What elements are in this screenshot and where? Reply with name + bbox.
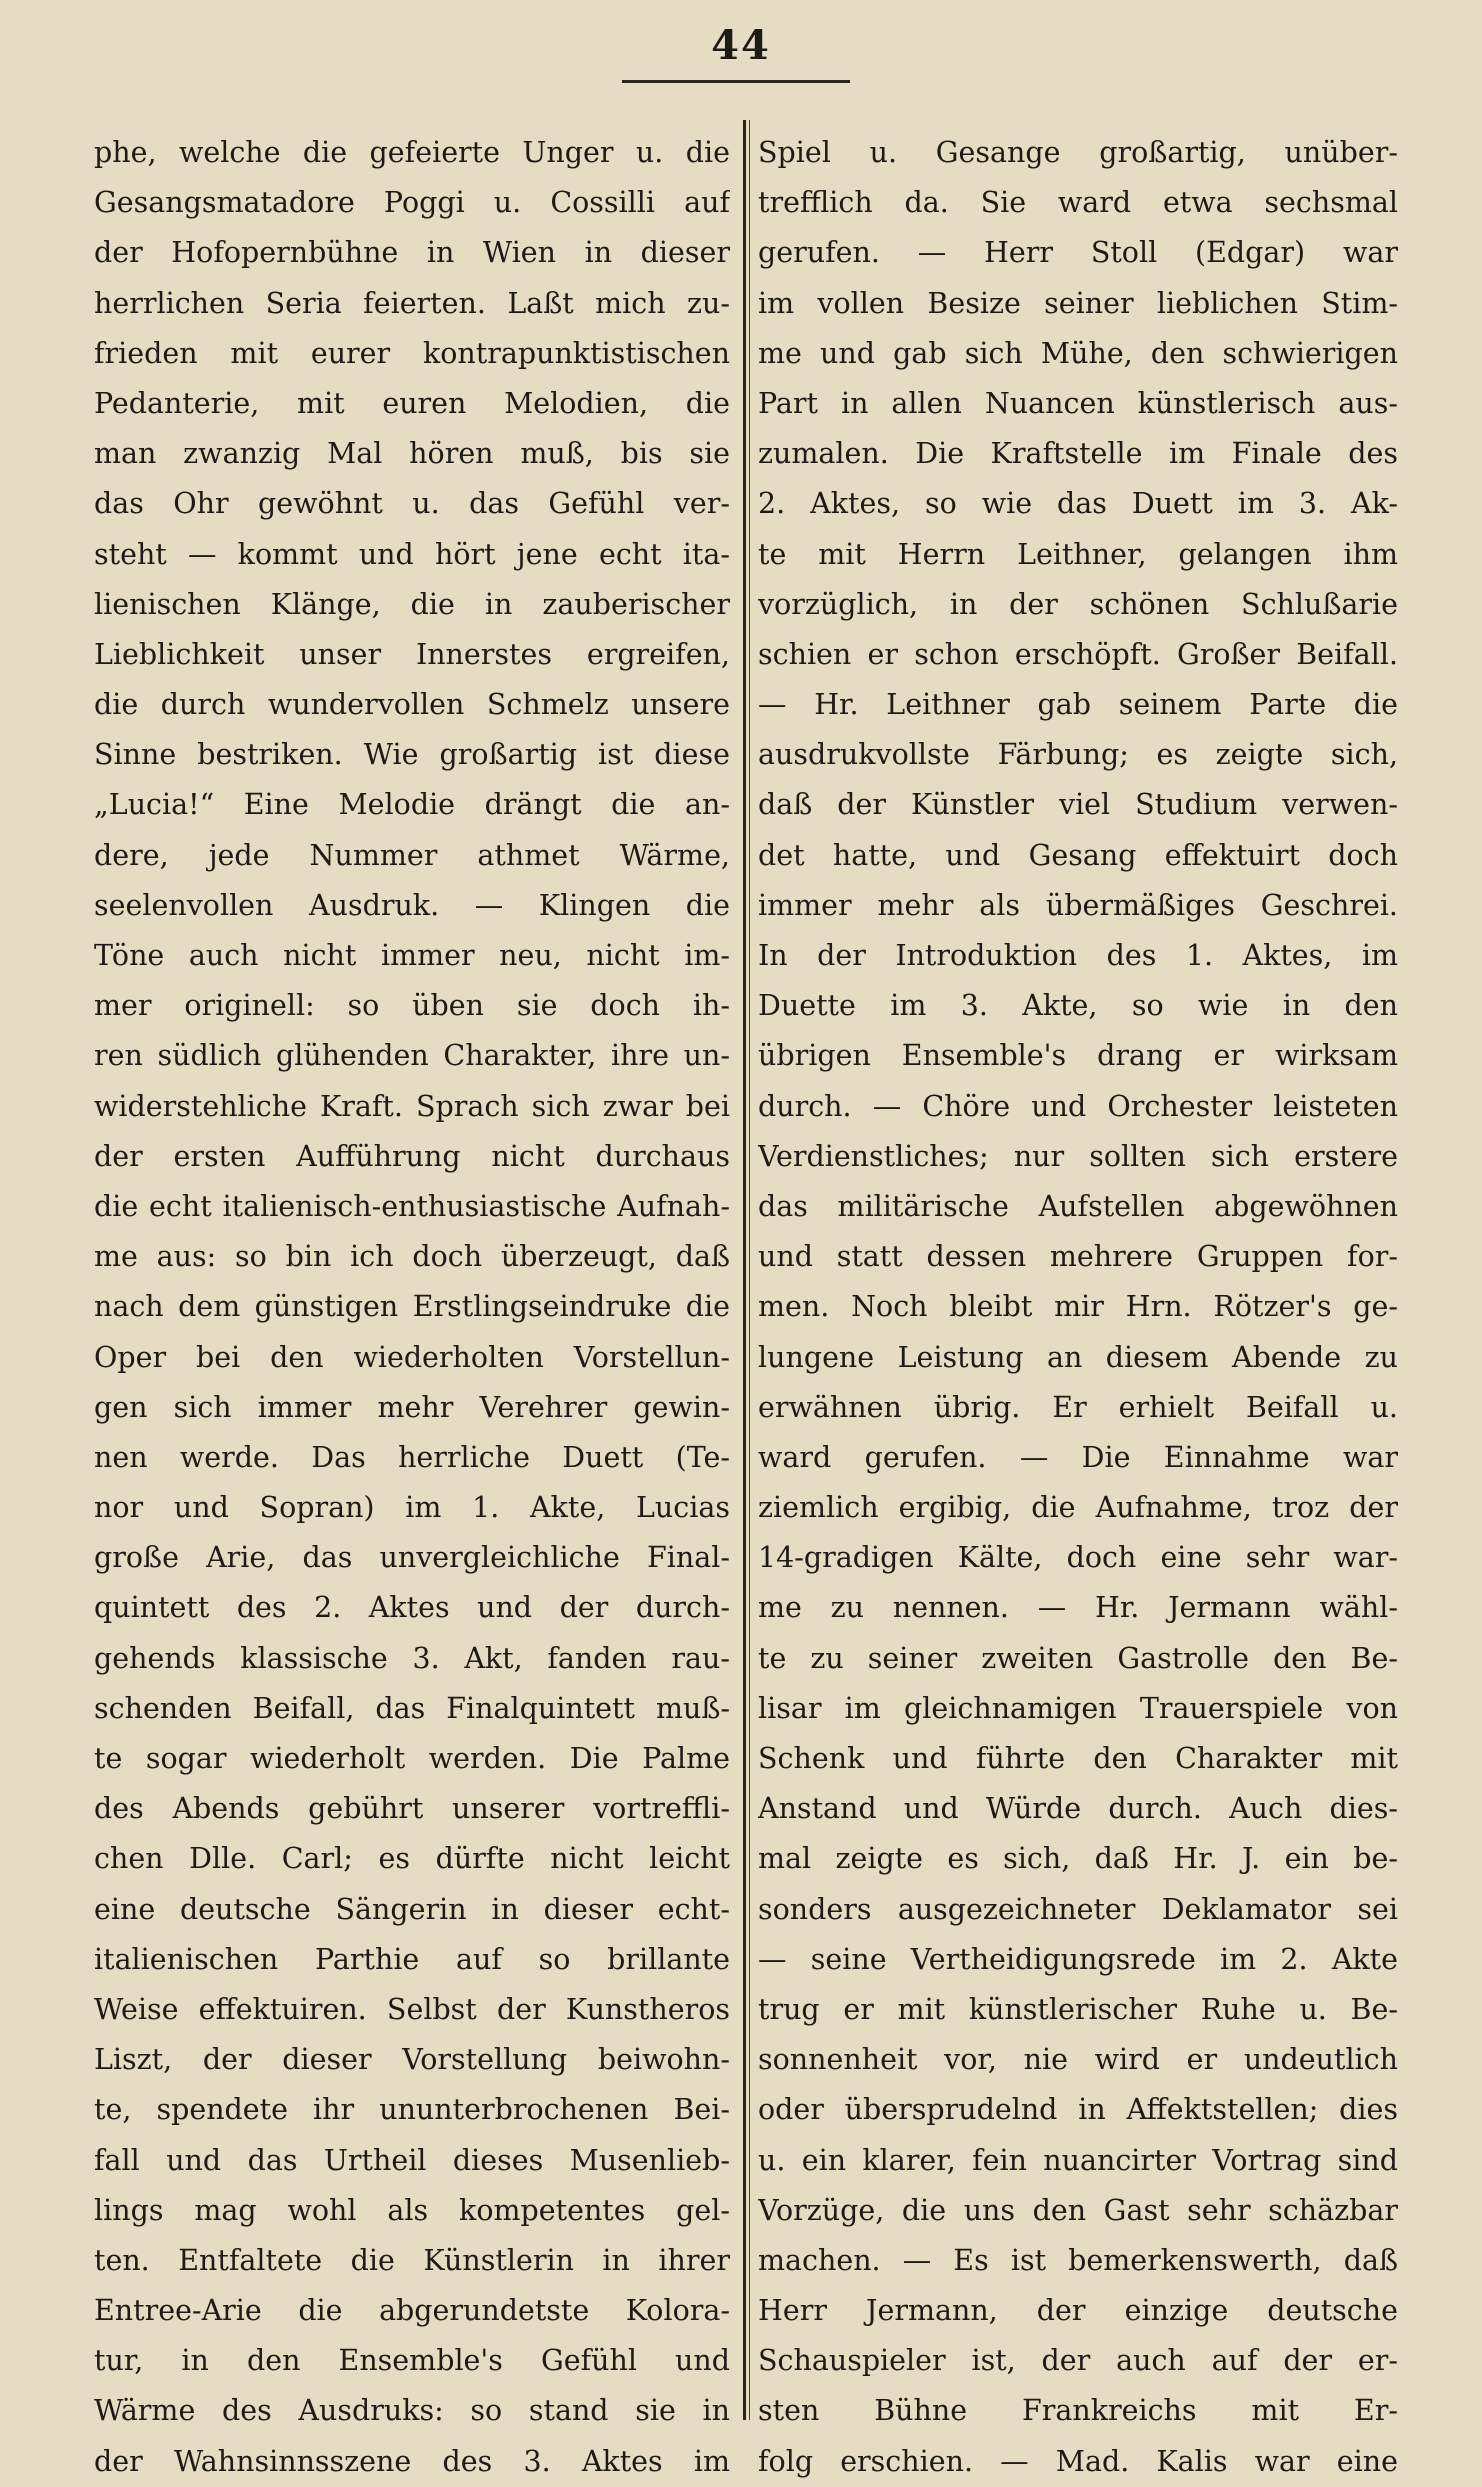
text-line: ward gerufen. — Die Einnahme war <box>758 1440 1398 1474</box>
text-line: nor und Sopran) im 1. Akte, Lucias <box>94 1491 730 1525</box>
text-line: der ersten Aufführung nicht durchaus <box>94 1139 730 1173</box>
text-line: 14-gradigen Kälte, doch eine sehr war- <box>758 1541 1398 1575</box>
text-line: Pedanterie, mit euren Melodien, die <box>94 386 730 420</box>
text-line: ausdrukvollste Färbung; es zeigte sich, <box>758 738 1398 772</box>
text-line: italienischen Parthie auf so brillante <box>94 1942 730 1976</box>
text-line: folg erschien. — Mad. Kalis war eine <box>758 2444 1398 2478</box>
text-line: dere, jede Nummer athmet Wärme, <box>94 838 730 872</box>
text-line: sonnenheit vor, nie wird er undeutlich <box>758 2043 1398 2077</box>
text-line: vorzüglich, in der schönen Schlußarie <box>758 587 1398 621</box>
text-line: Gesangsmatadore Poggi u. Cossilli auf <box>94 186 730 220</box>
text-line: die durch wundervollen Schmelz unsere <box>94 688 730 722</box>
text-line: der Hofopernbühne in Wien in dieser <box>94 236 730 270</box>
text-line: Liszt, der dieser Vorstellung beiwohn- <box>94 2043 730 2077</box>
text-line: man zwanzig Mal hören muß, bis sie <box>94 437 730 471</box>
text-line: daß der Künstler viel Studium verwen- <box>758 788 1398 822</box>
text-line: 2. Aktes, so wie das Duett im 3. Ak- <box>758 487 1398 521</box>
text-line: gerufen. — Herr Stoll (Edgar) war <box>758 236 1398 270</box>
text-line: schenden Beifall, das Finalquintett muß- <box>94 1691 730 1725</box>
text-line: sten Bühne Frankreichs mit Er- <box>758 2394 1398 2428</box>
text-line: oder übersprudelnd in Affektstellen; dies <box>758 2093 1398 2127</box>
text-line: Duette im 3. Akte, so wie in den <box>758 989 1398 1023</box>
text-line: immer mehr als übermäßiges Geschrei. <box>758 888 1398 922</box>
text-line: nen werde. Das herrliche Duett (Te- <box>94 1440 730 1474</box>
text-line: machen. — Es ist bemerkenswerth, daß <box>758 2243 1398 2277</box>
text-line: phe, welche die gefeierte Unger u. die <box>94 136 730 169</box>
text-line: Vorzüge, die uns den Gast sehr schäzbar <box>758 2193 1398 2227</box>
text-line: und statt dessen mehrere Gruppen for- <box>758 1240 1398 1274</box>
text-line: fall und das Urtheil dieses Musenlieb- <box>94 2143 730 2177</box>
text-line: übrigen Ensemble's drang er wirksam <box>758 1039 1398 1073</box>
text-line: des Abends gebührt unserer vortreffli- <box>94 1792 730 1826</box>
text-line: lungene Leistung an diesem Abende zu <box>758 1340 1398 1374</box>
text-line: det hatte, und Gesang effektuirt doch <box>758 838 1398 872</box>
text-line: „Lucia!“ Eine Melodie drängt die an- <box>94 788 730 822</box>
text-line: Part in allen Nuancen künstlerisch aus- <box>758 386 1398 420</box>
text-line: Sinne bestriken. Wie großartig ist diese <box>94 738 730 772</box>
text-line: schien er schon erschöpft. Großer Beifall. <box>758 637 1398 671</box>
text-line: im vollen Besize seiner lieblichen Stim- <box>758 286 1398 320</box>
text-line: durch. — Chöre und Orchester leisteten <box>758 1089 1398 1123</box>
text-line: Verdienstliches; nur sollten sich erstere <box>758 1139 1398 1173</box>
text-line: ten. Entfaltete die Künstlerin in ihrer <box>94 2243 730 2277</box>
text-line: das militärische Aufstellen abgewöhnen <box>758 1189 1398 1223</box>
text-line: me aus: so bin ich doch überzeugt, daß <box>94 1240 730 1274</box>
text-line: mer originell: so üben sie doch ih- <box>94 989 730 1023</box>
text-line: steht — kommt und hört jene echt ita- <box>94 537 730 571</box>
text-line: Spiel u. Gesange großartig, unüber- <box>758 136 1398 169</box>
text-line: Entree-Arie die abgerundetste Kolora- <box>94 2294 730 2328</box>
text-line: tur, in den Ensemble's Gefühl und <box>94 2344 730 2378</box>
header-rule <box>622 80 850 83</box>
text-line: trefflich da. Sie ward etwa sechsmal <box>758 186 1398 220</box>
text-line: quintett des 2. Aktes und der durch- <box>94 1591 730 1625</box>
text-line: lienischen Klänge, die in zauberischer <box>94 587 730 621</box>
left-column <box>94 128 730 2487</box>
text-line: trug er mit künstlerischer Ruhe u. Be- <box>758 1992 1398 2026</box>
text-line: seelenvollen Ausdruk. — Klingen die <box>94 888 730 922</box>
text-line: te mit Herrn Leithner, gelangen ihm <box>758 537 1398 571</box>
text-line: Schenk und führte den Charakter mit <box>758 1742 1398 1775</box>
text-line: Anstand und Würde durch. Auch dies- <box>758 1792 1398 1826</box>
text-line: gehends klassische 3. Akt, fanden rau- <box>94 1641 730 1675</box>
text-line: ren südlich glühenden Charakter, ihre un- <box>94 1039 730 1073</box>
right-column <box>758 128 1398 2487</box>
text-line: Lieblichkeit unser Innerstes ergreifen, <box>94 637 730 671</box>
text-line: frieden mit eurer kontrapunktistischen <box>94 336 730 370</box>
text-line: das Ohr gewöhnt u. das Gefühl ver- <box>94 487 730 521</box>
text-line: die echt italienisch-enthusiastische Aufnah- <box>94 1189 730 1223</box>
column-divider <box>743 120 746 2420</box>
text-line: te zu seiner zweiten Gastrolle den Be- <box>758 1641 1398 1675</box>
text-line: Schauspieler ist, der auch auf der er- <box>758 2344 1398 2378</box>
text-line: Töne auch nicht immer neu, nicht im- <box>94 939 730 972</box>
text-line: erwähnen übrig. Er erhielt Beifall u. <box>758 1390 1398 1424</box>
text-line: lings mag wohl als kompetentes gel- <box>94 2193 730 2227</box>
page-number: 44 <box>711 22 771 69</box>
text-line: Weise effektuiren. Selbst der Kunstheros <box>94 1992 730 2026</box>
text-line: ziemlich ergibig, die Aufnahme, troz der <box>758 1491 1398 1525</box>
text-line: große Arie, das unvergleichliche Final- <box>94 1541 730 1575</box>
text-line: men. Noch bleibt mir Hrn. Rötzer's ge- <box>758 1290 1398 1324</box>
text-line: herrlichen Seria feierten. Laßt mich zu- <box>94 286 730 320</box>
text-line: u. ein klarer, fein nuancirter Vortrag sind <box>758 2143 1398 2177</box>
text-line: me zu nennen. — Hr. Jermann wähl- <box>758 1591 1398 1625</box>
text-line: te sogar wiederholt werden. Die Palme <box>94 1742 730 1775</box>
text-line: te, spendete ihr ununterbrochenen Bei- <box>94 2093 730 2127</box>
text-line: der Wahnsinnsszene des 3. Aktes im <box>94 2444 730 2478</box>
text-line: widerstehliche Kraft. Sprach sich zwar bei <box>94 1089 730 1123</box>
text-line: Herr Jermann, der einzige deutsche <box>758 2294 1398 2328</box>
text-line: chen Dlle. Carl; es dürfte nicht leicht <box>94 1842 730 1876</box>
text-line: gen sich immer mehr Verehrer gewin- <box>94 1390 730 1424</box>
text-line: Wärme des Ausdruks: so stand sie in <box>94 2394 730 2428</box>
text-line: eine deutsche Sängerin in dieser echt- <box>94 1892 730 1926</box>
text-line: lisar im gleichnamigen Trauerspiele von <box>758 1691 1398 1725</box>
text-line: Oper bei den wiederholten Vorstellun- <box>94 1340 730 1374</box>
text-line: — Hr. Leithner gab seinem Parte die <box>758 688 1398 722</box>
text-line: In der Introduktion des 1. Aktes, im <box>758 939 1398 972</box>
text-line: me und gab sich Mühe, den schwierigen <box>758 336 1398 370</box>
text-line: nach dem günstigen Erstlingseindruke die <box>94 1290 730 1324</box>
text-line: zumalen. Die Kraftstelle im Finale des <box>758 437 1398 471</box>
text-line: sonders ausgezeichneter Deklamator sei <box>758 1892 1398 1926</box>
text-line: — seine Vertheidigungsrede im 2. Akte <box>758 1942 1398 1976</box>
column-divider-thin <box>749 120 750 2420</box>
text-line: mal zeigte es sich, daß Hr. J. ein be- <box>758 1842 1398 1876</box>
